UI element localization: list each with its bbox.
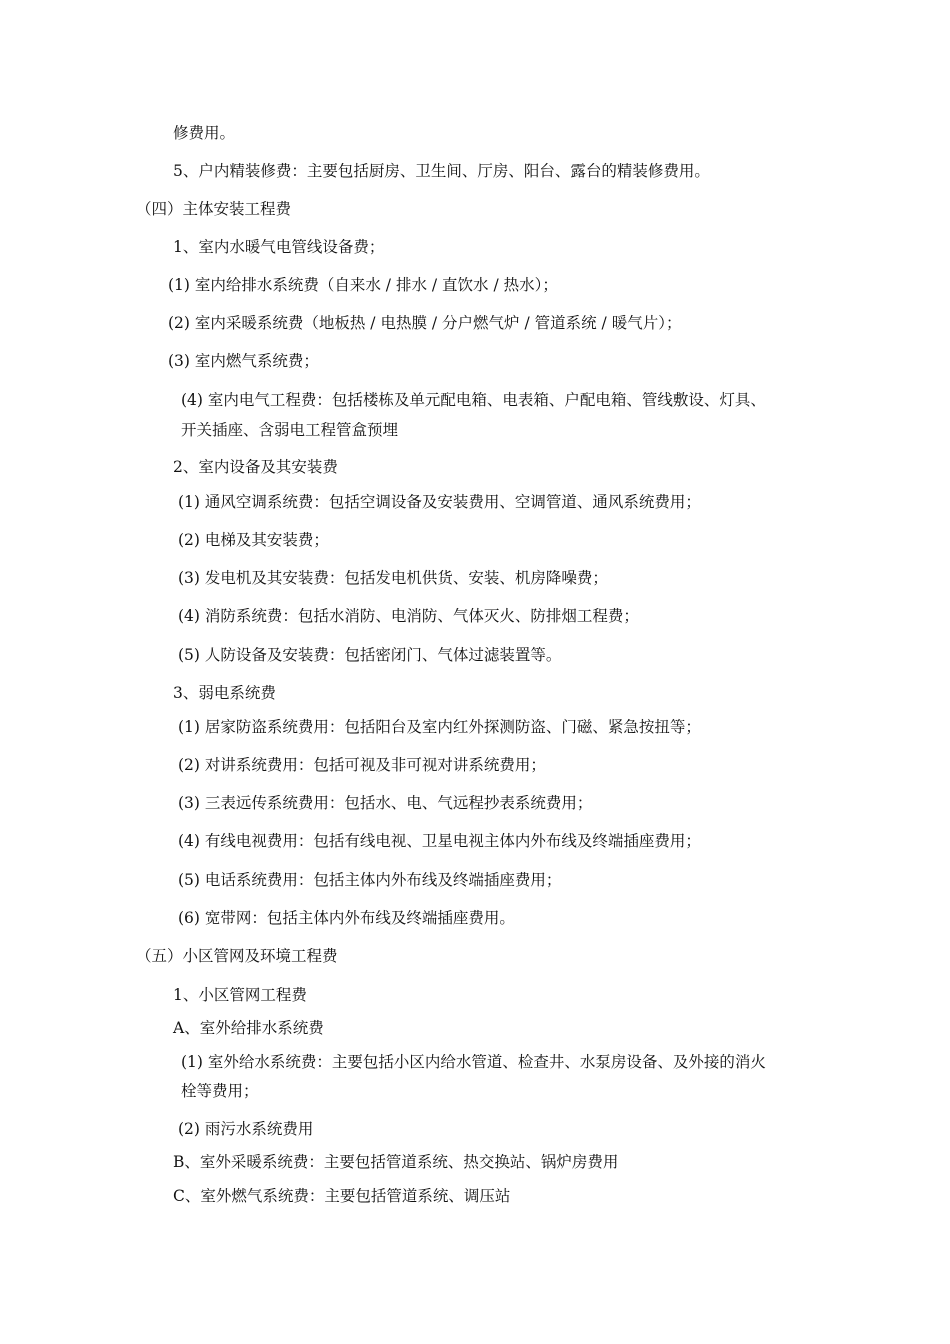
text-line: 修费用。 — [173, 124, 236, 142]
list-item: (4) 消防系统费：包括水消防、电消防、气体灭火、防排烟工程费； — [178, 607, 639, 625]
list-item: (1) 通风空调系统费：包括空调设备及安装费用、空调管道、通风系统费用； — [178, 493, 701, 511]
list-item: (2) 雨污水系统费用 — [178, 1120, 314, 1138]
section-heading: （四）主体安装工程费 — [136, 200, 292, 218]
subsection-heading: 3、弱电系统费 — [173, 684, 276, 702]
subsection-heading: B、室外采暖系统费：主要包括管道系统、热交换站、锅炉房费用 — [173, 1153, 619, 1171]
subsection-heading: C、室外燃气系统费：主要包括管道系统、调压站 — [173, 1187, 511, 1205]
list-item: (1) 室外给水系统费：主要包括小区内给水管道、检查井、水泵房设备、及外接的消火 — [181, 1053, 766, 1071]
subsection-heading: 1、室内水暖气电管线设备费； — [173, 238, 385, 256]
list-item: (6) 宽带网：包括主体内外布线及终端插座费用。 — [178, 909, 515, 927]
list-item-continuation: 栓等费用； — [181, 1082, 259, 1100]
list-item: (2) 对讲系统费用：包括可视及非可视对讲系统费用； — [178, 756, 546, 774]
list-item: (4) 有线电视费用：包括有线电视、卫星电视主体内外布线及终端插座费用； — [178, 832, 701, 850]
list-item: (5) 电话系统费用：包括主体内外布线及终端插座费用； — [178, 871, 562, 889]
list-item: (1) 室内给排水系统费（自来水 / 排水 / 直饮水 / 热水）； — [168, 276, 558, 294]
list-item-continuation: 开关插座、含弱电工程管盒预埋 — [181, 421, 399, 439]
section-heading: （五）小区管网及环境工程费 — [136, 947, 338, 965]
list-item: (5) 人防设备及安装费：包括密闭门、气体过滤装置等。 — [178, 646, 562, 664]
list-item: (2) 室内采暖系统费（地板热 / 电热膜 / 分户燃气炉 / 管道系统 / 暖气片）； — [168, 314, 682, 332]
list-item: (1) 居家防盗系统费用：包括阳台及室内红外探测防盗、门磁、紧急按扭等； — [178, 718, 701, 736]
text-line: 5、户内精装修费：主要包括厨房、卫生间、厅房、阳台、露台的精装修费用。 — [173, 162, 710, 180]
subsection-heading: 2、室内设备及其安装费 — [173, 458, 338, 476]
list-item: (3) 室内燃气系统费； — [168, 352, 319, 370]
subsection-heading: A、室外给排水系统费 — [173, 1019, 324, 1037]
list-item: (2) 电梯及其安装费； — [178, 531, 329, 549]
list-item: (4) 室内电气工程费：包括楼栋及单元配电箱、电表箱、户配电箱、管线敷设、灯具、 — [181, 391, 766, 409]
list-item: (3) 三表远传系统费用：包括水、电、气远程抄表系统费用； — [178, 794, 593, 812]
subsection-heading: 1、小区管网工程费 — [173, 986, 307, 1004]
list-item: (3) 发电机及其安装费：包括发电机供货、安装、机房降噪费； — [178, 569, 608, 587]
